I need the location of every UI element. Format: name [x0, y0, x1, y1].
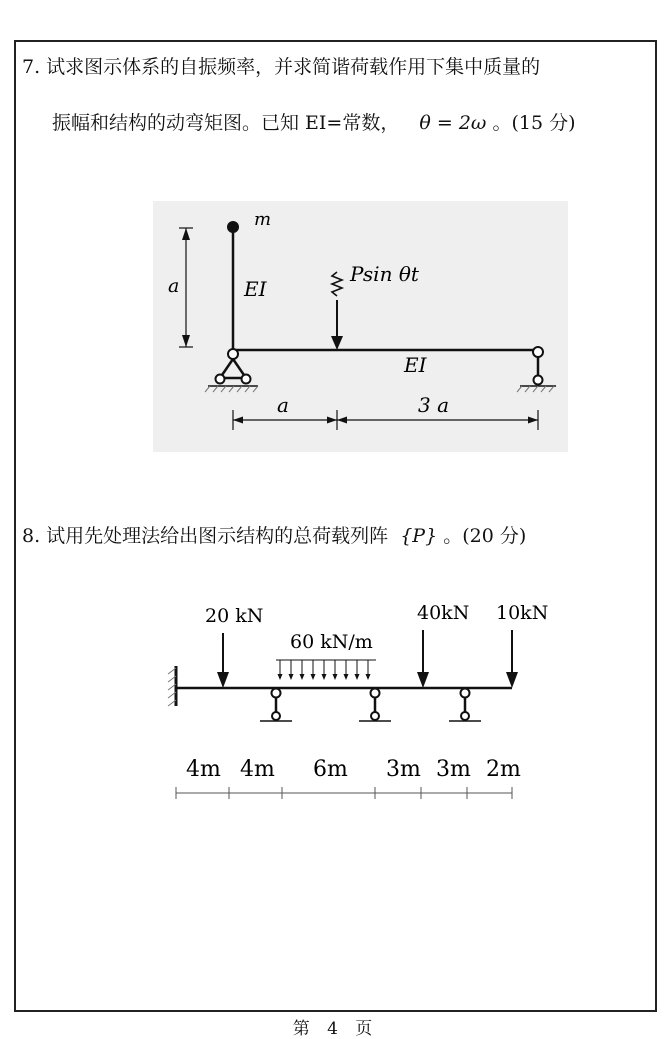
q7-text-line2-a: 振幅和结构的动弯矩图。已知 EI=常数， [52, 112, 400, 134]
q8-load1-arrow-head [217, 672, 229, 688]
q8-roller-support-1 [260, 689, 292, 722]
q8-roller-support-2 [359, 689, 391, 722]
q8-udl-arrows [276, 660, 376, 680]
q8-span-6: 2m [486, 757, 521, 782]
q8-load-vector: {P} [400, 525, 438, 547]
q7-formula: θ = 2ω [419, 112, 487, 134]
q7-text-line2-b: 。(15 分) [492, 112, 576, 134]
q8-load1-label: 20 kN [205, 605, 264, 627]
q7-height-label: a [168, 275, 180, 297]
q7-dim-left-label: a [277, 393, 289, 417]
page-footer: 第 4 页 [292, 1019, 379, 1039]
q8-load3-label: 10kN [496, 602, 549, 624]
q8-span-5: 3m [436, 757, 471, 782]
q8-text-a: 8. 试用先处理法给出图示结构的总荷载列阵 [22, 525, 389, 547]
q7-dim-right-label: 3 a [418, 393, 450, 417]
q8-load3-arrow-head [506, 672, 518, 688]
q8-roller-support-3 [449, 689, 481, 722]
q7-ei-beam-label: EI [404, 353, 427, 377]
q8-span-dimension-line [176, 787, 512, 799]
q8-fixed-support [168, 666, 176, 706]
q8-udl-label: 60 kN/m [290, 631, 373, 653]
q8-span-4: 3m [386, 757, 421, 782]
q8-span-3: 6m [313, 757, 348, 782]
q8-load2-label: 40kN [417, 602, 470, 624]
q8-span-2: 4m [240, 757, 275, 782]
q7-load-label: Psin θt [350, 262, 419, 286]
q7-mass-label: m [254, 209, 272, 230]
q7-text-line1: 7. 试求图示体系的自振频率，并求简谐荷载作用下集中质量的 [22, 56, 541, 78]
q8-span-1: 4m [186, 757, 221, 782]
q7-ei-column-label: EI [244, 277, 267, 301]
q8-text-b: 。(20 分) [443, 525, 527, 547]
q8-load2-arrow-head [417, 672, 429, 688]
